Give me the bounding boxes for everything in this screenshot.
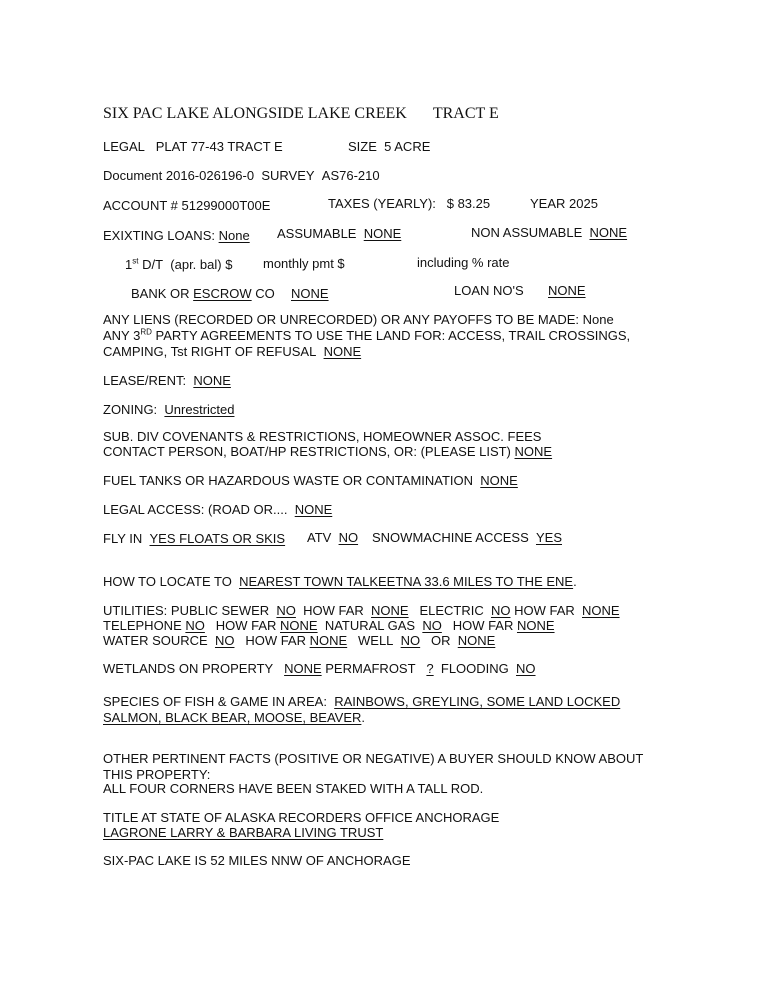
species-label: SPECIES OF FISH & GAME IN AREA:	[103, 694, 327, 709]
pertinent-text-3: ALL FOUR CORNERS HAVE BEEN STAKED WITH A TALL ROD.	[103, 781, 484, 796]
first-dt-line	[125, 257, 232, 273]
bank-line	[131, 286, 275, 302]
snowmachine-value: YES	[535, 530, 562, 545]
monthly-pmt-field	[263, 256, 345, 272]
first-dt-sup: st	[132, 256, 139, 266]
loan-no-value: NONE	[548, 283, 586, 298]
utilities-well-value: NO	[400, 633, 421, 648]
size-value: 5 ACRE	[384, 139, 431, 154]
loan-no-label: LOAN NO'S	[454, 283, 524, 298]
utilities-gas-howfar-value: NONE	[516, 618, 555, 633]
size-label: SIZE	[348, 139, 377, 154]
lease-value: NONE	[193, 373, 231, 388]
lease-line	[103, 373, 231, 389]
atv-field	[307, 530, 358, 546]
utilities-water-value: NO	[214, 633, 235, 648]
species-value-1: RAINBOWS, GREYLING, SOME LAND LOCKED	[334, 694, 621, 709]
loans-line	[103, 228, 250, 244]
assumable-value: NONE	[363, 226, 402, 241]
legal-access-label: LEGAL ACCESS: (ROAD OR....	[103, 502, 288, 517]
title-name: SIX PAC LAKE ALONGSIDE LAKE CREEK	[103, 105, 407, 122]
snowmachine-label: SNOWMACHINE ACCESS	[372, 530, 529, 545]
utilities-electric-label: ELECTRIC	[419, 603, 484, 618]
utilities-line-3	[103, 633, 495, 649]
covenants-value: NONE	[514, 444, 553, 459]
bank-value-field	[291, 286, 329, 302]
year-field	[530, 196, 598, 212]
bank-co-label: CO	[255, 286, 275, 301]
covenants-line-1	[103, 429, 541, 445]
page-title	[103, 104, 499, 124]
liens-text-1: ANY LIENS (RECORDED OR UNRECORDED) OR ANY PAYOFFS TO BE MADE: None	[103, 312, 614, 327]
fuel-line	[103, 473, 518, 489]
liens-line-1	[103, 312, 614, 328]
non-assumable-field	[471, 225, 627, 241]
fuel-value: NONE	[480, 473, 518, 488]
utilities-or-label: OR	[431, 633, 451, 648]
utilities-line-1	[103, 603, 620, 619]
survey-label: SURVEY	[261, 168, 315, 183]
species-value-2: SALMON, BLACK BEAR, MOOSE, BEAVER	[103, 710, 362, 725]
first-dt-label: D/T	[142, 257, 164, 272]
title-office-line-1	[103, 810, 499, 826]
utilities-electric-howfar-label: HOW FAR	[514, 603, 575, 618]
covenants-line-2	[103, 444, 552, 460]
taxes-field	[328, 196, 490, 212]
rate-field	[417, 255, 510, 271]
locate-value: NEAREST TOWN TALKEETNA 33.6 MILES TO THE ENE	[239, 574, 574, 589]
locate-end: .	[573, 574, 577, 589]
utilities-line-2	[103, 618, 555, 634]
liens-text-2-pre: ANY 3	[103, 328, 141, 343]
fly-in-value: YES FLOATS OR SKIS	[149, 531, 286, 546]
loan-no-field	[454, 283, 524, 299]
loans-value: None	[218, 228, 250, 243]
species-line-1	[103, 694, 620, 710]
year-value: 2025	[569, 196, 598, 211]
wetlands-line	[103, 661, 536, 677]
zoning-value: Unrestricted	[164, 402, 235, 417]
utilities-electric-howfar-value: NONE	[582, 603, 620, 618]
fly-in-line	[103, 531, 285, 547]
title-office-text: TITLE AT STATE OF ALASKA RECORDERS OFFICE ANCHORAGE	[103, 810, 500, 825]
title-office-line-2	[103, 825, 383, 841]
species-line-2	[103, 710, 365, 726]
bank-label: BANK OR	[131, 286, 190, 301]
bank-value: NONE	[291, 286, 329, 301]
atv-value: NO	[338, 530, 359, 545]
legal-access-value: NONE	[294, 502, 333, 517]
wetlands-label: WETLANDS ON PROPERTY	[103, 661, 274, 676]
utilities-telephone-howfar-value: NONE	[280, 618, 318, 633]
pertinent-text-2: THIS PROPERTY:	[103, 767, 211, 782]
utilities-or-value: NONE	[457, 633, 496, 648]
document-label: Document	[103, 168, 163, 183]
fuel-label: FUEL TANKS OR HAZARDOUS WASTE OR CONTAMINATION	[103, 473, 474, 488]
taxes-value: $ 83.25	[446, 196, 491, 211]
atv-label: ATV	[307, 530, 332, 545]
utilities-telephone-label: TELEPHONE	[103, 618, 182, 633]
utilities-telephone-value: NO	[185, 618, 205, 633]
document-value: 2016-026196-0	[165, 168, 255, 183]
utilities-gas-howfar-label: HOW FAR	[452, 618, 514, 633]
locate-line	[103, 574, 577, 590]
legal-access-line	[103, 502, 332, 518]
fly-in-label: FLY IN	[103, 531, 143, 546]
account-label: ACCOUNT #	[103, 198, 178, 213]
assumable-field	[277, 226, 401, 242]
locate-label: HOW TO LOCATE TO	[103, 574, 232, 589]
utilities-sewer-value: NO	[276, 603, 296, 618]
liens-text-2-sup: RD	[140, 327, 152, 337]
covenants-text-1: SUB. DIV COVENANTS & RESTRICTIONS, HOMEOWNER ASSOC. FEES	[103, 429, 542, 444]
non-assumable-label: NON ASSUMABLE	[471, 225, 583, 240]
liens-text-2-post: PARTY AGREEMENTS TO USE THE LAND FOR: ACCESS, TRAIL CROSSINGS,	[151, 328, 631, 343]
utilities-gas-label: NATURAL GAS	[324, 618, 416, 633]
rate-label: including % rate	[417, 255, 510, 270]
loans-label: EXIXTING LOANS:	[103, 228, 215, 243]
taxes-label: TAXES (YEARLY):	[328, 196, 436, 211]
location-note	[103, 853, 411, 869]
utilities-sewer-howfar-label: HOW FAR	[303, 603, 364, 618]
location-note-text: SIX-PAC LAKE IS 52 MILES NNW OF ANCHORAGE	[103, 853, 411, 868]
permafrost-value: ?	[426, 661, 434, 676]
liens-text-3: CAMPING, Tst RIGHT OF REFUSAL	[103, 344, 317, 359]
first-dt-prefix: 1	[125, 257, 133, 272]
liens-line-3	[103, 344, 361, 360]
legal-label: LEGAL	[103, 139, 145, 154]
escrow-label: ESCROW	[193, 286, 252, 301]
utilities-water-howfar-label: HOW FAR	[245, 633, 306, 648]
wetlands-value: NONE	[284, 661, 322, 676]
species-end: .	[361, 710, 366, 725]
utilities-water-howfar-value: NONE	[309, 633, 348, 648]
lease-label: LEASE/RENT:	[103, 373, 187, 388]
flooding-label: FLOODING	[440, 661, 509, 676]
trust-name: LAGRONE LARRY & BARBARA LIVING TRUST	[103, 825, 384, 840]
size-field	[348, 139, 430, 155]
liens-line-2	[103, 328, 630, 344]
first-dt-balance: (apr. bal) $	[170, 257, 233, 272]
snowmachine-field	[372, 530, 562, 546]
non-assumable-value: NONE	[589, 225, 628, 240]
assumable-label: ASSUMABLE	[277, 226, 357, 241]
year-label: YEAR	[530, 196, 566, 211]
loan-no-value-field	[548, 283, 586, 299]
covenants-text-2: CONTACT PERSON, BOAT/HP RESTRICTIONS, OR: (PLEASE LIST)	[103, 444, 511, 459]
monthly-pmt-label: monthly pmt $	[263, 256, 345, 271]
document-line	[103, 168, 380, 184]
utilities-water-label: WATER SOURCE	[103, 633, 208, 648]
pertinent-line-1	[103, 751, 643, 767]
zoning-line	[103, 402, 234, 418]
utilities-well-label: WELL	[358, 633, 394, 648]
utilities-electric-value: NO	[490, 603, 511, 618]
zoning-label: ZONING:	[103, 402, 158, 417]
account-line	[103, 198, 270, 214]
utilities-sewer-howfar-value: NONE	[371, 603, 409, 618]
survey-value: AS76-210	[321, 168, 380, 183]
legal-plat: PLAT 77-43 TRACT E	[155, 139, 283, 154]
pertinent-text-1: OTHER PERTINENT FACTS (POSITIVE OR NEGATIVE) A BUYER SHOULD KNOW ABOUT	[103, 751, 644, 766]
refusal-value: NONE	[323, 344, 362, 359]
flooding-value: NO	[516, 661, 536, 676]
account-value: 51299000T00E	[181, 198, 271, 213]
permafrost-label: PERMAFROST	[325, 661, 416, 676]
utilities-telephone-howfar-label: HOW FAR	[215, 618, 277, 633]
utilities-gas-value: NO	[422, 618, 442, 633]
legal-line	[103, 139, 283, 155]
title-tract: TRACT E	[432, 105, 499, 122]
utilities-sewer-label: UTILITIES: PUBLIC SEWER	[103, 603, 270, 618]
pertinent-line-3	[103, 781, 483, 797]
